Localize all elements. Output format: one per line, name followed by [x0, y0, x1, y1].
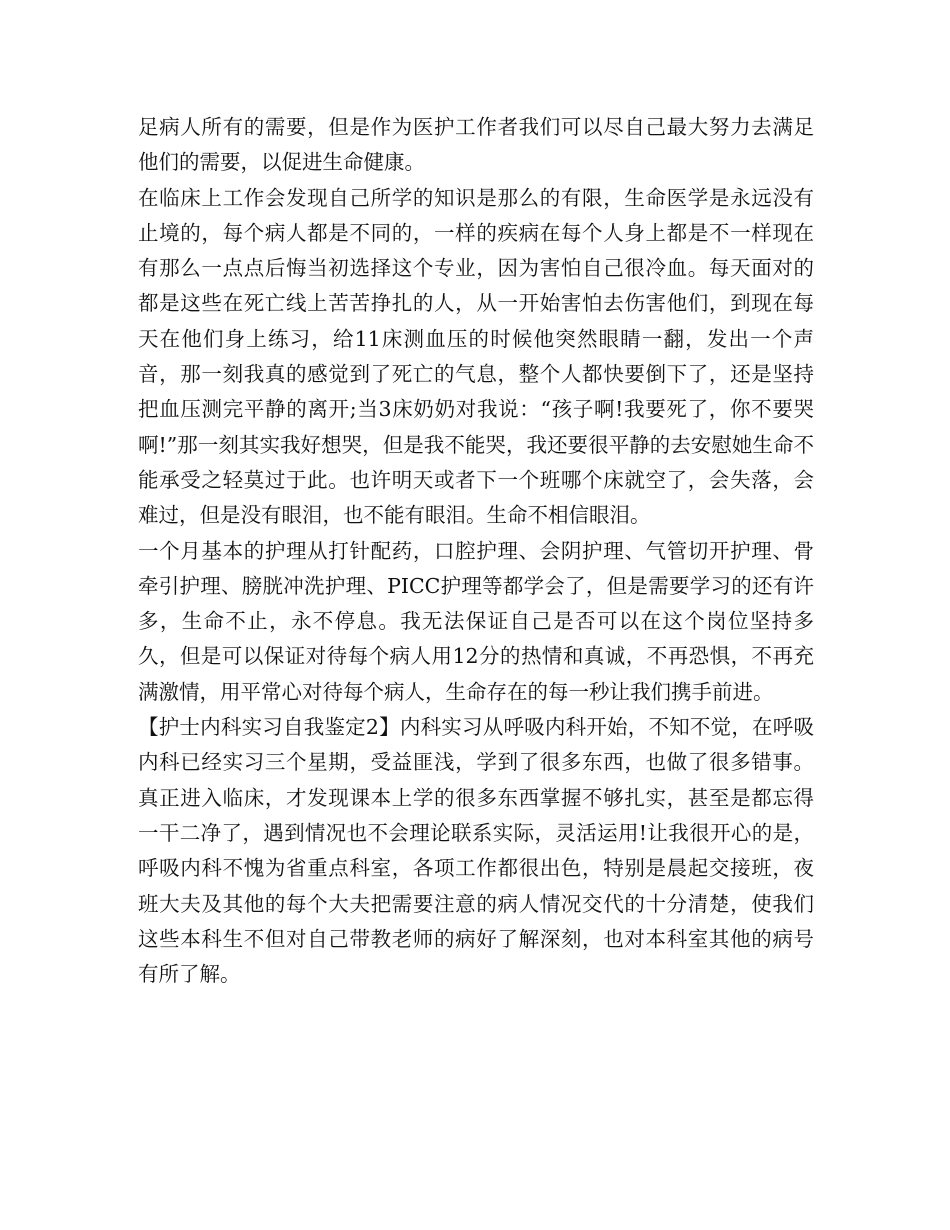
document-body [138, 110, 814, 992]
paragraph-2: 在临床上工作会发现自己所学的知识是那么的有限，生命医学是永远没有止境的，每个病人都是不同的，一样的疾病在每个人身上都是不一样现在有那么一点点后悔当初选择这个专业，因为害怕自己很冷血。每天面对的都是这些在死亡线上苦苦挣扎的人，从一开始害怕去伤害他们，到现在每天在他们身上练习，给11床测血压的时候他突然眼睛一翻，发出一个声音，那一刻我真的感觉到了死亡的气息，整个人都快要倒下了，还是坚持把血压测完平静的离开;当3床奶奶对我说：“孩子啊!我要死了，你不要哭啊!”那一刻其实我好想哭，但是我不能哭，我还要很平静的去安慰她生命不能承受之轻莫过于此。也许明天或者下一个班哪个床就空了，会失落，会难过，但是没有眼泪，也不能有眼泪。生命不相信眼泪。 [138, 185, 814, 528]
paragraph-1: 足病人所有的需要，但是作为医护工作者我们可以尽自己最大努力去满足他们的需要，以促进生命健康。 [138, 115, 814, 175]
paragraph-4: 【护士内科实习自我鉴定2】内科实习从呼吸内科开始，不知不觉，在呼吸内科已经实习三个星期，受益匪浅，学到了很多东西，也做了很多错事。真正进入临床，才发现课本上学的很多东西掌握不够扎实，甚至是都忘得一干二净了，遇到情况也不会理论联系实际，灵活运用!让我很开心的是，呼吸内科不愧为省重点科室，各项工作都很出色，特别是晨起交接班，夜班大夫及其他的每个大夫把需要注意的病人情况交代的十分清楚，使我们这些本科生不但对自己带教老师的病好了解深刻，也对本科室其他的病号有所了解。 [138, 715, 814, 987]
paragraph-3: 一个月基本的护理从打针配药，口腔护理、会阴护理、气管切开护理、骨牵引护理、膀胱冲洗护理、PICC护理等都学会了，但是需要学习的还有许多，生命不止，永不停息。我无法保证自己是否可以在这个岗位坚持多久，但是可以保证对待每个病人用12分的热情和真诚，不再恐惧，不再充满激情，用平常心对待每个病人，生命存在的每一秒让我们携手前进。 [138, 538, 814, 704]
